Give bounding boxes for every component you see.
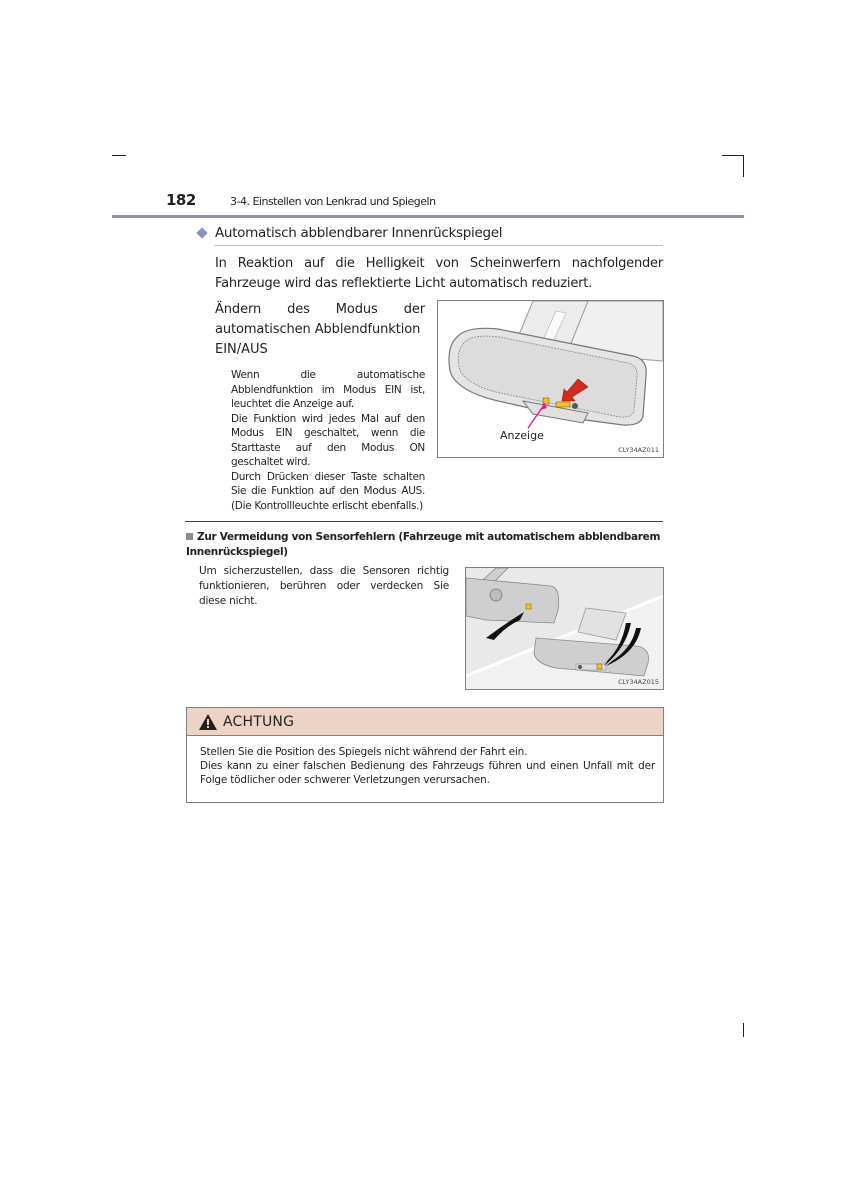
note-heading: [186, 530, 664, 560]
figure-code: CLY34AZ011: [618, 446, 659, 454]
warning-triangle-icon: [199, 714, 217, 730]
description-line: Durch Drücken dieser Taste schalten Sie die Funktion auf den Modus AUS. (Die Kontrollleuchte erlischt ebenfalls.): [231, 470, 425, 512]
section-rule: [214, 245, 663, 246]
warning-line: Stellen Sie die Position des Spiegels nicht während der Fahrt ein.: [200, 746, 528, 758]
header-rule: [112, 215, 744, 218]
sensor-figure: [465, 567, 664, 690]
indicator-callout-label: Anzeige: [500, 429, 544, 442]
warning-box: [186, 707, 664, 803]
mode-description: [231, 368, 425, 513]
mirror-illustration: [438, 301, 663, 457]
warning-body: [187, 736, 663, 787]
mirror-figure: [437, 300, 664, 458]
crop-mark-top-right-h: [722, 155, 744, 156]
page-number: 182: [166, 191, 196, 209]
mode-button-icon: [556, 402, 570, 407]
change-mode-text: Ändern des Modus der automatischen Abblendfunktion: [215, 302, 425, 337]
section-heading: [196, 225, 502, 241]
description-line: Die Funktion wird jedes Mal auf den Modus EIN geschaltet, wenn die Starttaste auf den Modus ON geschaltet wird.: [231, 412, 425, 468]
divider-rule: [185, 521, 663, 522]
sensor-illustration: [466, 568, 663, 689]
on-off-label: EIN/AUS: [215, 342, 268, 357]
section-title: Automatisch abblendbarer Innenrückspiegel: [215, 225, 503, 241]
note-body: Um sicherzustellen, dass die Sensoren richtig funktionieren, berühren oder verdecken Sie diese nicht.: [199, 565, 449, 607]
square-bullet-icon: [186, 533, 193, 540]
note-title: Zur Vermeidung von Sensorfehlern (Fahrzeuge mit automatischem abblendbarem Innenrückspiegel): [186, 531, 661, 558]
crop-mark-top-left: [112, 155, 126, 156]
crop-mark-top-right-v: [743, 155, 744, 177]
diamond-bullet-icon: [196, 227, 207, 238]
figure-code: CLY34AZ015: [618, 678, 659, 686]
intro-paragraph: In Reaktion auf die Helligkeit von Scheinwerfern nachfolgender Fahrzeuge wird das reflektierte Licht automatisch reduziert.: [215, 256, 663, 291]
warning-line: Dies kann zu einer falschen Bedienung des Fahrzeugs führen und einen Unfall mit der Folge tödlicher oder schwerer Verletzungen verursachen.: [200, 760, 655, 786]
chapter-title: 3-4. Einstellen von Lenkrad und Spiegeln: [230, 195, 436, 208]
sensor-icon: [572, 403, 578, 409]
warning-title: ACHTUNG: [223, 713, 295, 730]
description-line: Wenn die automatische Abblendfunktion im Modus EIN ist, leuchtet die Anzeige auf.: [231, 369, 425, 410]
crop-mark-bottom-right: [743, 1023, 744, 1037]
warning-header: [187, 708, 663, 736]
